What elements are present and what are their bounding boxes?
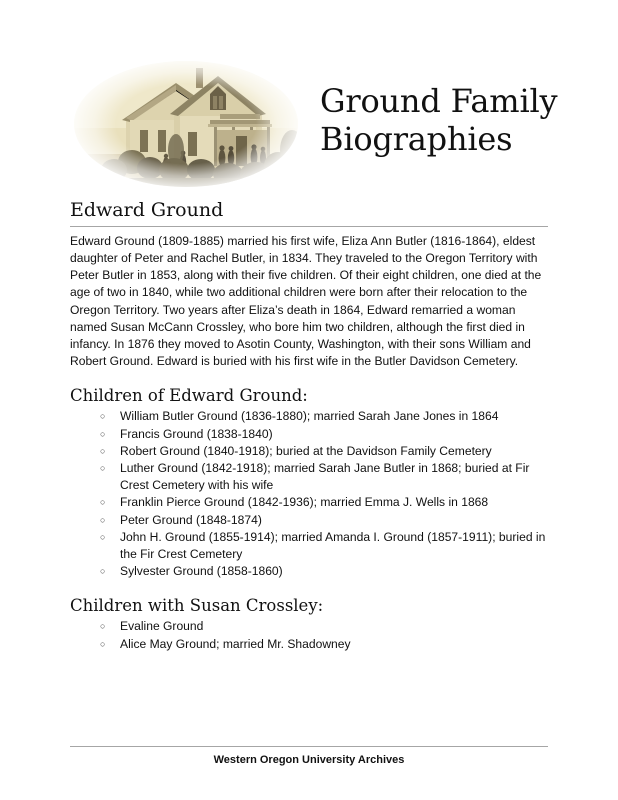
farmhouse-photograph-icon bbox=[70, 58, 302, 190]
list-item: ○ Robert Ground (1840-1918); buried at the Davidson Family Cemetery bbox=[70, 443, 548, 460]
list-item: ○ William Butler Ground (1836-1880); married Sarah Jane Jones in 1864 bbox=[70, 408, 548, 425]
list-item: ○ John H. Ground (1855-1914); married Amanda I. Ground (1857-1911); buried in the Fir Crest Cemetery bbox=[70, 529, 548, 563]
list-item: ○ Francis Ground (1838-1840) bbox=[70, 426, 548, 443]
page-title bbox=[302, 83, 557, 159]
list-item: ○ Peter Ground (1848-1874) bbox=[70, 512, 548, 529]
footer-label: Western Oregon University Archives bbox=[213, 754, 405, 766]
section-heading-edward-ground: Edward Ground bbox=[70, 200, 548, 227]
biography-paragraph: Edward Ground (1809-1885) married his first wife, Eliza Ann Butler (1816-1864), eldest daughter of Peter and Rachel Butler, in 1834. They traveled to the Oregon Territory with Peter Butler in 1853, along with their five children. Of their eight children, one died at the age of two in 1840, while two additional children were born after their relocation to the Oregon Territory. Two years after Eliza’s death in 1864, Edward remarried a woman named Susan McCann Crossley, who bore him two children, although the first died in infancy. In 1876 they moved to Asotin County, Washington, with their sons William and Robert Ground. Edward is buried with his first wife in the Butler Davidson Cemetery. bbox=[70, 233, 542, 369]
children-with-susan-crossley-list bbox=[70, 618, 548, 652]
list-item: ○ Alice May Ground; married Mr. Shadowney bbox=[70, 636, 548, 653]
page-footer bbox=[70, 746, 548, 766]
page-title-line-1: Ground Family bbox=[320, 82, 558, 121]
list-item: ○ Evaline Ground bbox=[70, 618, 548, 635]
header-photo-frame bbox=[70, 58, 302, 190]
list-heading-children-with-susan-crossley: Children with Susan Crossley: bbox=[70, 596, 324, 616]
document-content bbox=[70, 200, 548, 653]
list-heading-children-of-edward-ground: Children of Edward Ground: bbox=[70, 386, 308, 406]
list-item: ○ Luther Ground (1842-1918); married Sarah Jane Butler in 1868; buried at Fir Crest Cemetery with his wife bbox=[70, 460, 548, 494]
list-item: ○ Sylvester Ground (1858-1860) bbox=[70, 563, 548, 580]
page-title-line-2: Biographies bbox=[320, 120, 513, 158]
children-of-edward-ground-list bbox=[70, 408, 548, 580]
footer-divider bbox=[70, 746, 548, 747]
document-masthead bbox=[70, 58, 558, 190]
list-item: ○ Franklin Pierce Ground (1842-1936); married Emma J. Wells in 1868 bbox=[70, 494, 548, 511]
